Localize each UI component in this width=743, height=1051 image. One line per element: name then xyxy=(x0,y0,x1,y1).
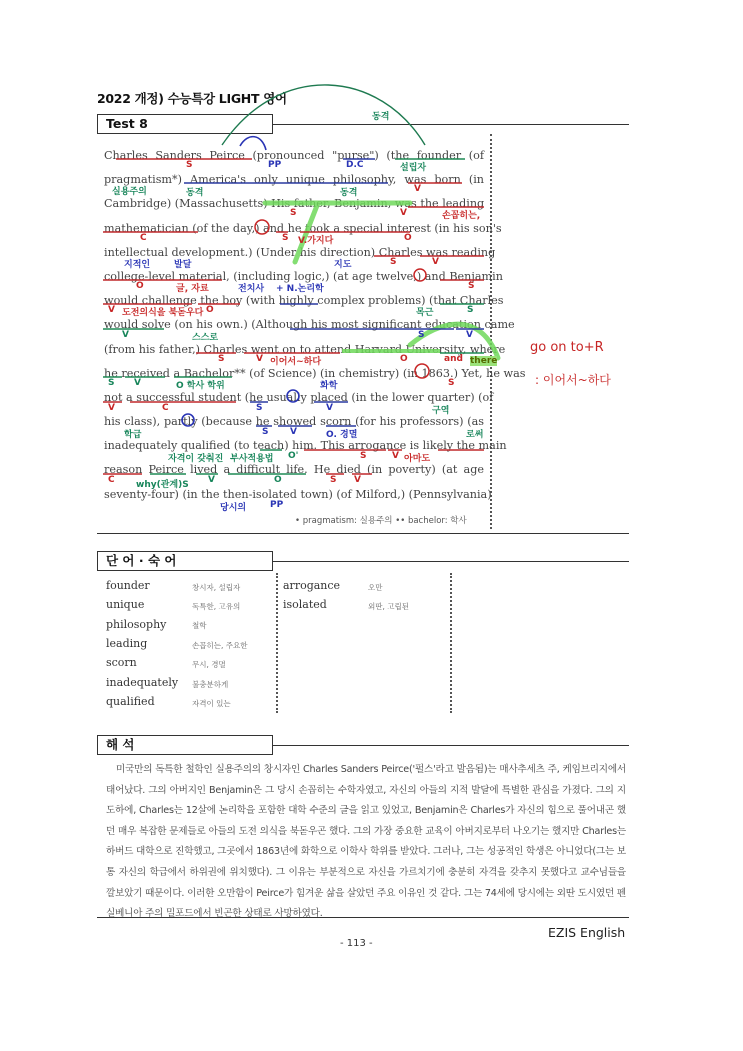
passage-line: college-level material, (including logic,) (at age twelve,) and Benjamin xyxy=(104,269,503,283)
annotation: 동격 xyxy=(372,112,390,122)
vocab-section-rule xyxy=(273,561,629,562)
annotation: 동격 xyxy=(186,188,204,198)
annotation: V xyxy=(354,475,361,485)
vocab-word: qualified xyxy=(106,695,155,708)
annotation: 아마도 xyxy=(404,454,431,464)
annotation: why(관계)S xyxy=(136,480,189,490)
annotation: 당시의 xyxy=(220,503,247,513)
annotation: O xyxy=(206,305,214,315)
annotation: O xyxy=(404,233,412,243)
annotation: 전치사 xyxy=(238,284,265,294)
vocab-section-label-box xyxy=(97,551,273,571)
annotation: S xyxy=(186,160,193,170)
passage-line: mathematician (of the day,) and he took a special interest (in his son's xyxy=(104,221,502,235)
annotation: S xyxy=(330,475,337,485)
passage-line: reason Peirce lived a difficult life. He died (in poverty) (at age xyxy=(104,463,484,477)
passage-line: seventy-four) (in the then-isolated town) (of Milford,) (Pennsylvania) xyxy=(104,487,492,501)
annotation: S xyxy=(467,305,474,315)
passage-line: would challenge the boy (with highly complex problems) (that Charles xyxy=(104,294,504,308)
passage-line: he received a Bachelor** (of Science) (in chemistry) (in 1863.) Yet, he was xyxy=(104,366,526,380)
annotation: S xyxy=(418,330,425,340)
passage-divider xyxy=(490,134,492,529)
annotation: 발달 xyxy=(174,260,192,270)
vocab-section-label: 단 어 · 숙 어 xyxy=(106,553,177,568)
annotation: V xyxy=(326,403,333,413)
annotation: C xyxy=(162,403,169,413)
passage-line: would solve (on his own.) (Although his most significant education came xyxy=(104,318,515,332)
passage-line: his class), partly (because he showed scorn (for his professors) (as xyxy=(104,415,484,429)
passage-line: inadequately qualified (to teach) him. This arrogance is likely the main xyxy=(104,439,507,453)
annotation: V xyxy=(134,378,141,388)
annotation: there xyxy=(470,356,498,366)
annotation: 도전의식을 북돋우다 xyxy=(122,308,204,318)
vocab-word: unique xyxy=(106,598,145,611)
vocab-word: philosophy xyxy=(106,618,167,631)
passage-line: not a successful student (he usually placed (in the lower quarter) (of xyxy=(104,390,494,404)
annotation: + N.논리학 xyxy=(276,284,324,294)
annotation: 손꼽히는, xyxy=(442,211,481,221)
annotation: PP xyxy=(270,500,284,510)
translation-text: 미국만의 독특한 철학인 실용주의의 창시자인 Charles Sanders Peirce('펄스'라고 발음됨)는 매사추세츠 주, 케임브리지에서 태어났다. 그의 아버지인 Benjamin은 그 당시 손꼽히는 수학자였고, 자신의 아들의 지적 발달에 특별한 관심을 가졌다. 그의 지도하에, Charles는 12살에 논리학을 포함한 대학 수준의 글을 읽고 있었고, Benjamin은 Charles가 자신의 힘으로 풀어내곤 했던 매우 복잡한 문제들로 아들의 도전 의식을 북돋우곤 했다. 그의 가장 중요한 교육이 아버지로부터 나오기는 했지만 Charles는 하버드 대학으로 진학했고, 그곳에서 1863년에 화학으로 이학사 학위를 받았다. 그러나, 그는 성공적인 학생은 아니었다(그는 보통 자신의 학급에서 하위권에 위치했다). 그 이유는 부분적으로 자신을 가르치기에 충분히 자격을 갖추지 못했다고 교수님들을 깔보았기 때문이다. 이러한 오만함이 Peirce가 힘겨운 삶을 살았던 주요 이유인 것 같다. 그는 74세에 당시에는 외딴 도시였던 펜실베니아 주의 밀포드에서 빈곤한 상태로 사망하였다. xyxy=(106,764,626,920)
annotation: V xyxy=(108,305,115,315)
vocab-word: leading xyxy=(106,637,148,650)
vocab-meaning: 손꼽히는, 주요한 xyxy=(192,641,248,650)
annotation: O' xyxy=(288,451,299,461)
annotation: 화학 xyxy=(320,381,338,391)
margin-note: go on to+R xyxy=(530,340,604,355)
annotation: V.가지다 xyxy=(298,236,334,246)
annotation: V xyxy=(392,451,399,461)
annotation: 지적인 xyxy=(124,260,151,270)
annotation: 설립자 xyxy=(400,163,427,173)
annotation: S xyxy=(390,257,397,267)
page-number: - 113 - xyxy=(340,938,373,949)
test-section-rule xyxy=(273,124,629,125)
translation-section-label-box xyxy=(97,735,273,755)
annotation: S xyxy=(218,354,225,364)
annotation: 로써 xyxy=(466,430,484,440)
vocab-word: inadequately xyxy=(106,676,179,689)
annotation: V xyxy=(208,475,215,485)
annotation: V xyxy=(466,330,473,340)
vocab-meaning: 독특한, 고유의 xyxy=(192,602,241,611)
page-header-title: 2022 개정) 수능특강 LIGHT 영어 xyxy=(97,91,287,106)
vocab-word: scorn xyxy=(106,656,137,669)
vocab-divider xyxy=(450,573,452,713)
vocab-meaning: 창시자, 설립자 xyxy=(192,583,241,592)
annotation: 부사적용법 xyxy=(230,454,274,464)
passage-line: (from his father,) Charles went on to attend Harvard University, where xyxy=(104,342,506,356)
annotation: O xyxy=(400,354,408,364)
annotation: C xyxy=(140,233,147,243)
vocab-meaning: 불충분하게 xyxy=(192,680,229,689)
vocab-divider xyxy=(276,573,278,713)
annotation: D.C xyxy=(346,160,364,170)
annotation: O xyxy=(136,281,144,291)
annotation: S xyxy=(290,208,297,218)
annotation: O xyxy=(274,475,282,485)
annotation: 실용주의 xyxy=(112,187,147,197)
annotation: S xyxy=(360,451,367,461)
vocab-meaning: 철학 xyxy=(192,621,207,630)
passage-line: pragmatism*) America's only unique philosophy, was born (in xyxy=(104,173,484,187)
annotation: 이어서~하다 xyxy=(270,357,322,367)
vocab-meaning: 자격이 있는 xyxy=(192,699,231,708)
footer-brand: EZIS English xyxy=(548,925,626,940)
margin-note: : 이어서~하다 xyxy=(535,373,611,387)
vocab-word: isolated xyxy=(283,598,327,611)
passage-line: Charles Sanders Peirce (pronounced "purse") (the founder (of xyxy=(104,149,484,162)
annotation: C xyxy=(108,475,115,485)
test-section-label-box xyxy=(97,114,273,134)
annotation: S xyxy=(262,427,269,437)
annotation: V xyxy=(400,208,407,218)
annotation: S xyxy=(282,233,289,243)
vocab-meaning: 외딴, 고립된 xyxy=(368,602,409,611)
annotation: S xyxy=(108,378,115,388)
annotation: 지도 xyxy=(334,260,352,270)
test-section-label: Test 8 xyxy=(106,116,148,131)
passage-line: Cambridge) (Massachusetts) His father, Benjamin, was the leading xyxy=(104,197,485,211)
annotation: V xyxy=(122,330,129,340)
translation-section-label: 해 석 xyxy=(106,737,135,752)
annotation: V xyxy=(108,403,115,413)
passage-line: intellectual development.) (Under his direction) Charles was reading xyxy=(104,245,496,259)
annotation: O 학사 학위 xyxy=(176,381,225,391)
annotation: 자격이 갖춰진 xyxy=(168,454,224,464)
annotation: S xyxy=(256,403,263,413)
annotation: S xyxy=(468,281,475,291)
annotation: 스스로 xyxy=(192,333,219,343)
annotation: 목근 xyxy=(416,308,434,318)
annotation: V xyxy=(256,354,263,364)
passage-end-rule xyxy=(97,533,629,534)
annotation: 글, 자료 xyxy=(176,284,209,294)
footer-rule xyxy=(97,917,629,918)
vocab-word: founder xyxy=(106,579,150,592)
annotation: and xyxy=(444,354,463,364)
annotation: 구역 xyxy=(432,406,450,416)
annotation: PP xyxy=(268,160,282,170)
annotation: S xyxy=(448,378,455,388)
vocab-meaning: 오만 xyxy=(368,583,383,592)
passage-footnote: • pragmatism: 실용주의 •• bachelor: 학사 xyxy=(295,516,467,526)
vocab-word: arrogance xyxy=(283,579,341,592)
annotation: O. 경멸 xyxy=(326,430,358,440)
translation-section-rule xyxy=(273,745,629,746)
annotation: V xyxy=(290,427,297,437)
annotation: V xyxy=(414,184,421,194)
annotation: V xyxy=(432,257,439,267)
annotation: 학급 xyxy=(124,430,142,440)
annotation: 동격 xyxy=(340,188,358,198)
vocab-meaning: 무시, 경멸 xyxy=(192,660,226,669)
